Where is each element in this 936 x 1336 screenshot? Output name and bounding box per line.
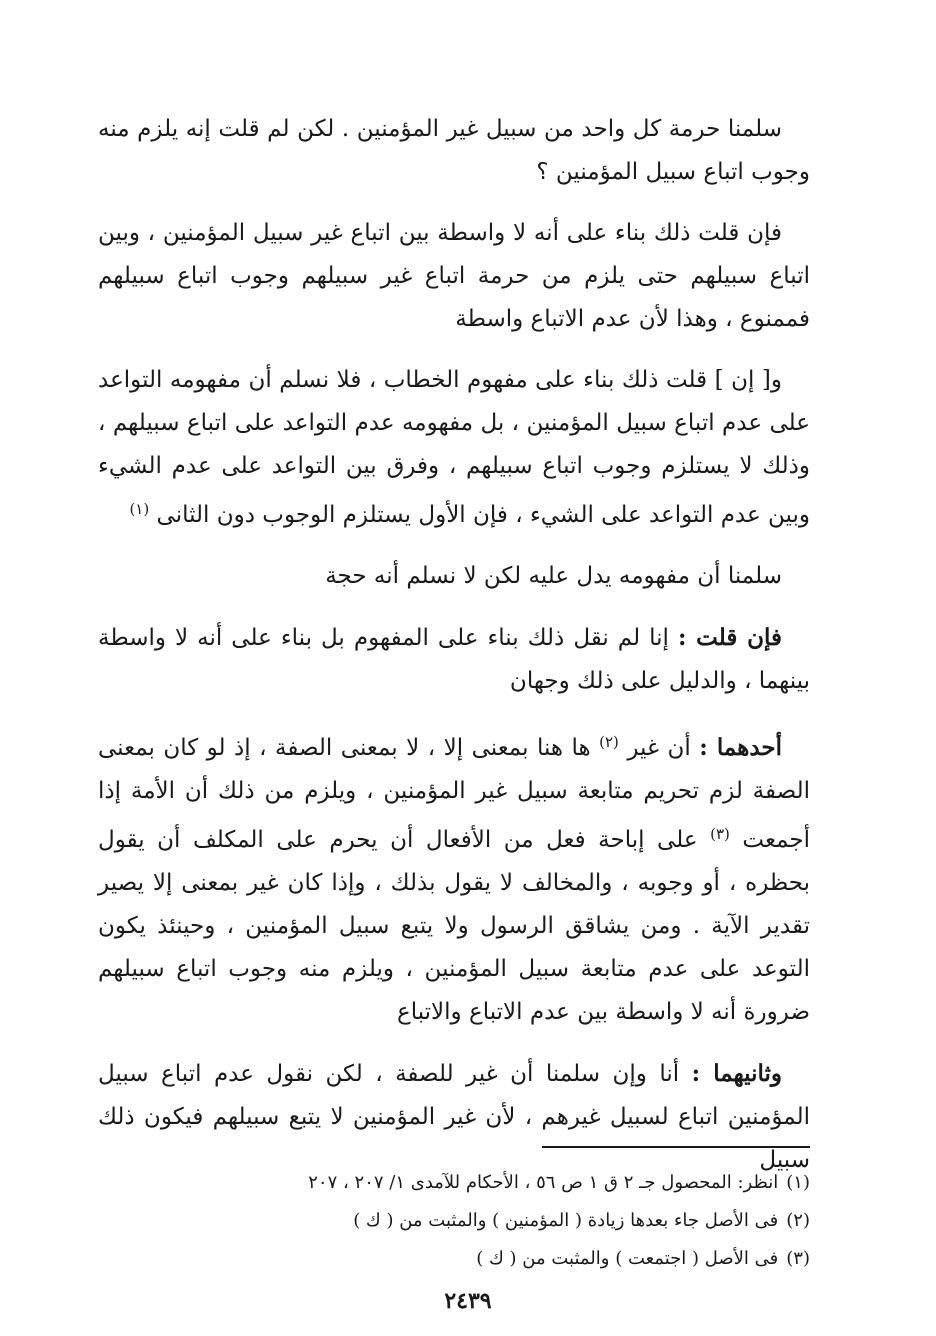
footnote-text: فى الأصل ( اجتمعت ) والمثبت من ( ك )	[476, 1248, 779, 1269]
paragraph-text: أن غير	[627, 735, 691, 761]
paragraph-3	[98, 359, 810, 537]
paragraph-4	[98, 555, 810, 598]
footnote-text: انظر: المحصول جـ ٢ ق ١ ص ٥٦ ، الأحكام للآمدى ١/ ٢٠٧ ، ٢٠٧	[308, 1172, 779, 1193]
paragraph-text: و[ إن ] قلت ذلك بناء على مفهوم الخطاب ، فلا نسلم أن مفهومه التواعد على عدم اتباع سبيل المؤمنين ، بل مفهومه عدم التواعد على اتباع سبيلهم ، وذلك لا يستلزم وجوب اتباع سبيلهم ، وفرق بين التواعد على عدم الشيء وبين عدم التواعد على الشيء ، فإن الأول يستلزم الوجوب دون الثانى	[98, 367, 810, 528]
paragraph-text: أنا وإن سلمنا أن غير للصفة ، لكن نقول عدم اتباع سبيل المؤمنين اتباع لسبيل غيرهم ، لأن غير المؤمنين لا يتبع سبيلهم فيكون ذلك سبيل	[98, 1061, 810, 1173]
footnote-ref: (١)	[129, 500, 150, 518]
paragraph-1	[98, 108, 810, 194]
paragraph-2	[98, 212, 810, 341]
footnote-number: (٢)	[786, 1210, 810, 1231]
footnote-ref: (٣)	[710, 825, 730, 843]
footnote-3	[98, 1240, 810, 1278]
page-number: ٢٤٣٩	[444, 1288, 492, 1314]
footnote-text: فى الأصل جاء بعدها زيادة ( المؤمنين ) والمثبت من ( ك )	[353, 1210, 779, 1231]
paragraph-text: فإن قلت ذلك بناء على أنه لا واسطة بين اتباع غير سبيل المؤمنين ، وبين اتباع سبيلهم حتى يلزم من حرمة اتباع غير سبيلهم وجوب اتباع سبيلهم فممنوع ، وهذا لأن عدم الاتباع واسطة	[98, 220, 810, 332]
footnote-2	[98, 1202, 810, 1240]
paragraph-lead: أحدهما :	[699, 734, 782, 761]
footnote-divider	[542, 1146, 810, 1148]
paragraph-text: إنا لم نقل ذلك بناء على المفهوم بل بناء على أنه لا واسطة بينهما ، والدليل على ذلك وجهان	[98, 625, 810, 694]
paragraph-7	[98, 1052, 810, 1182]
paragraph-text: سلمنا أن مفهومه يدل عليه لكن لا نسلم أنه حجة	[325, 563, 782, 589]
paragraph-5	[98, 616, 810, 703]
footnote-number: (٣)	[786, 1248, 810, 1269]
paragraph-text: سلمنا حرمة كل واحد من سبيل غير المؤمنين . لكن لم قلت إنه يلزم منه وجوب اتباع سبيل المؤمنين ؟	[98, 116, 810, 185]
footnote-number: (١)	[786, 1172, 810, 1193]
paragraph-lead: وثانيهما :	[691, 1060, 783, 1087]
paragraph-lead: فإن قلت :	[677, 624, 782, 651]
paragraph-6	[98, 721, 810, 1034]
footnote-ref: (٢)	[599, 733, 619, 751]
footnote-1	[98, 1164, 810, 1202]
paragraph-text: ها هنا بمعنى إلا ، لا بمعنى الصفة ، إذ لو كان بمعنى الصفة لزم تحريم متابعة سبيل غير المؤمنين ، ويلزم من ذلك أن الأمة إذا أجمعت	[98, 735, 811, 853]
footnotes	[98, 1164, 810, 1278]
paragraph-text: على إباحة فعل من الأفعال أن يحرم على المكلف أن يقول بحظره ، أو وجوبه ، والمخالف لا يقول بذلك ، وإذا كان غير بمعنى إلا يصير تقدير الآية . ومن يشاقق الرسول ولا يتبع سبيل المؤمنين ، وحينئذ يكون التوعد على عدم متابعة سبيل المؤمنين ، ويلزم منه وجوب اتباع سبيلهم ضرورة أنه لا واسطة بين عدم الاتباع والاتباع	[98, 827, 810, 1025]
main-text	[98, 108, 810, 1200]
